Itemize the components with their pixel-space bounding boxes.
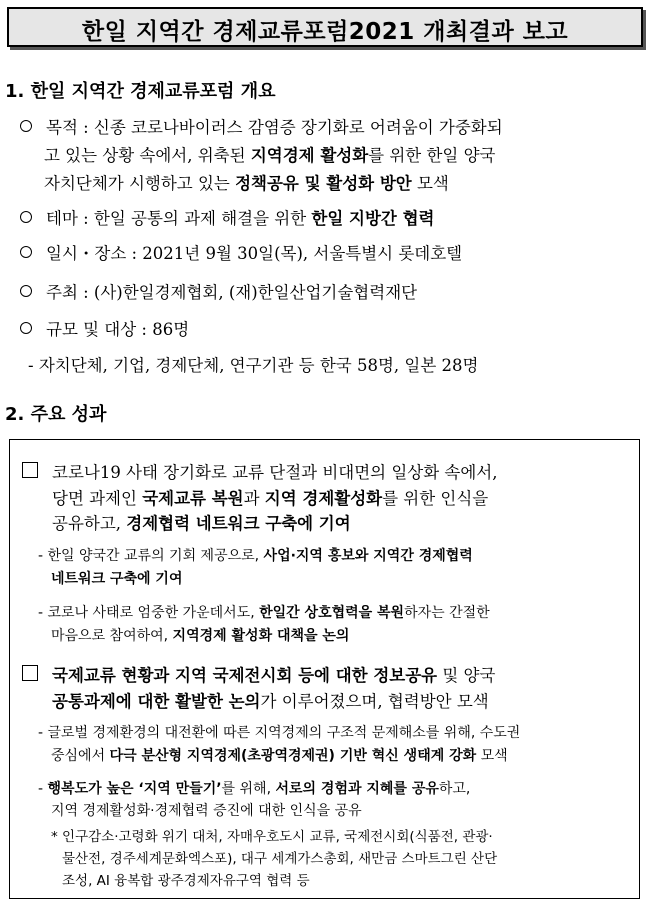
section1-heading: 1. 한일 지역간 경제교류포럼 개요 <box>5 81 276 102</box>
host-line: 주최 : (사)한일경제협회, (재)한일산업기술협력재단 <box>20 279 417 307</box>
scale-line: 규모 및 대상 : 86명 <box>20 316 189 344</box>
circle-bullet-icon <box>20 285 32 297</box>
theme-line: 테마 : 한일 공통의 과제 해결을 위한 한일 지방간 협력 <box>20 205 434 233</box>
circle-bullet-icon <box>20 120 32 132</box>
block2-sub1-line1: - 글로벌 경제환경의 대전환에 따른 지역경제의 구조적 문제해소를 위해, 수도권 <box>38 725 521 741</box>
purpose-line2: 고 있는 상황 속에서, 위축된 지역경제 활성화를 위한 한일 양국 <box>44 146 496 165</box>
section2-heading: 2. 주요 성과 <box>5 404 107 425</box>
block1-line3: 공유하고, 경제협력 네트워크 구축에 기여 <box>52 514 351 533</box>
block1-sub2-line2: 마음으로 참여하여, 지역경제 활성화 대책을 논의 <box>51 628 350 644</box>
block2-sub1-line2: 중심에서 다극 분산형 지역경제(초광역경제권) 기반 혁신 생태계 강화 모색 <box>51 748 508 764</box>
purpose-line3: 자치단체가 시행하고 있는 정책공유 및 활성화 방안 모색 <box>44 174 449 193</box>
block1-sub1-line1: - 한일 양국간 교류의 기회 제공으로, 사업·지역 홍보와 지역간 경제협력 <box>38 548 473 564</box>
block1-line2: 당면 과제인 국제교류 복원과 지역 경제활성화를 위한 인식을 <box>52 489 489 508</box>
scale-detail-line: - 자치단체, 기업, 경제단체, 연구기관 등 한국 58명, 일본 28명 <box>28 356 479 375</box>
document-title: 한일 지역간 경제교류포럼2021 개최결과 보고 <box>81 19 569 45</box>
block1-sub1-line2: 네트워크 구축에 기여 <box>51 571 183 587</box>
block2-line2: 공통과제에 대한 활발한 논의가 이루어졌으며, 협력방안 모색 <box>52 692 489 711</box>
purpose-line1: 목적 : 신종 코로나바이러스 감염증 장기화로 어려움이 가중화되 <box>20 114 503 142</box>
title-box <box>7 7 643 47</box>
note-line3: 조성, AI 융복합 광주경제자유구역 협력 등 <box>62 873 310 889</box>
note-line2: 물산전, 경주세계문화엑스포), 대구 세계가스총회, 새만금 스마트그린 산단 <box>62 851 498 867</box>
block2-sub2-line2: 지역 경제활성화·경제협력 증진에 대한 인식을 공유 <box>51 803 362 819</box>
circle-bullet-icon <box>20 246 32 258</box>
note-line1: * 인구감소·고령화 위기 대처, 자매우호도시 교류, 국제전시회(식품전, 관광· <box>51 829 493 845</box>
circle-bullet-icon <box>20 211 32 223</box>
square-bullet-icon <box>22 665 38 681</box>
datetime-line: 일시・장소 : 2021년 9월 30일(목), 서울특별시 롯데호텔 <box>20 240 462 268</box>
block1-line1: 코로나19 사태 장기화로 교류 단절과 비대면의 일상화 속에서, <box>52 463 498 482</box>
circle-bullet-icon <box>20 322 32 334</box>
block1-sub2-line1: - 코로나 사태로 엄중한 가운데서도, 한일간 상호협력을 복원하자는 간절한 <box>38 605 490 621</box>
block2-sub2-line1: - 행복도가 높은 ‘지역 만들기’를 위해, 서로의 경험과 지혜를 공유하고, <box>38 781 471 797</box>
square-bullet-icon <box>22 462 38 478</box>
block2-line1: 국제교류 현황과 지역 국제전시회 등에 대한 정보공유 및 양국 <box>52 666 496 685</box>
